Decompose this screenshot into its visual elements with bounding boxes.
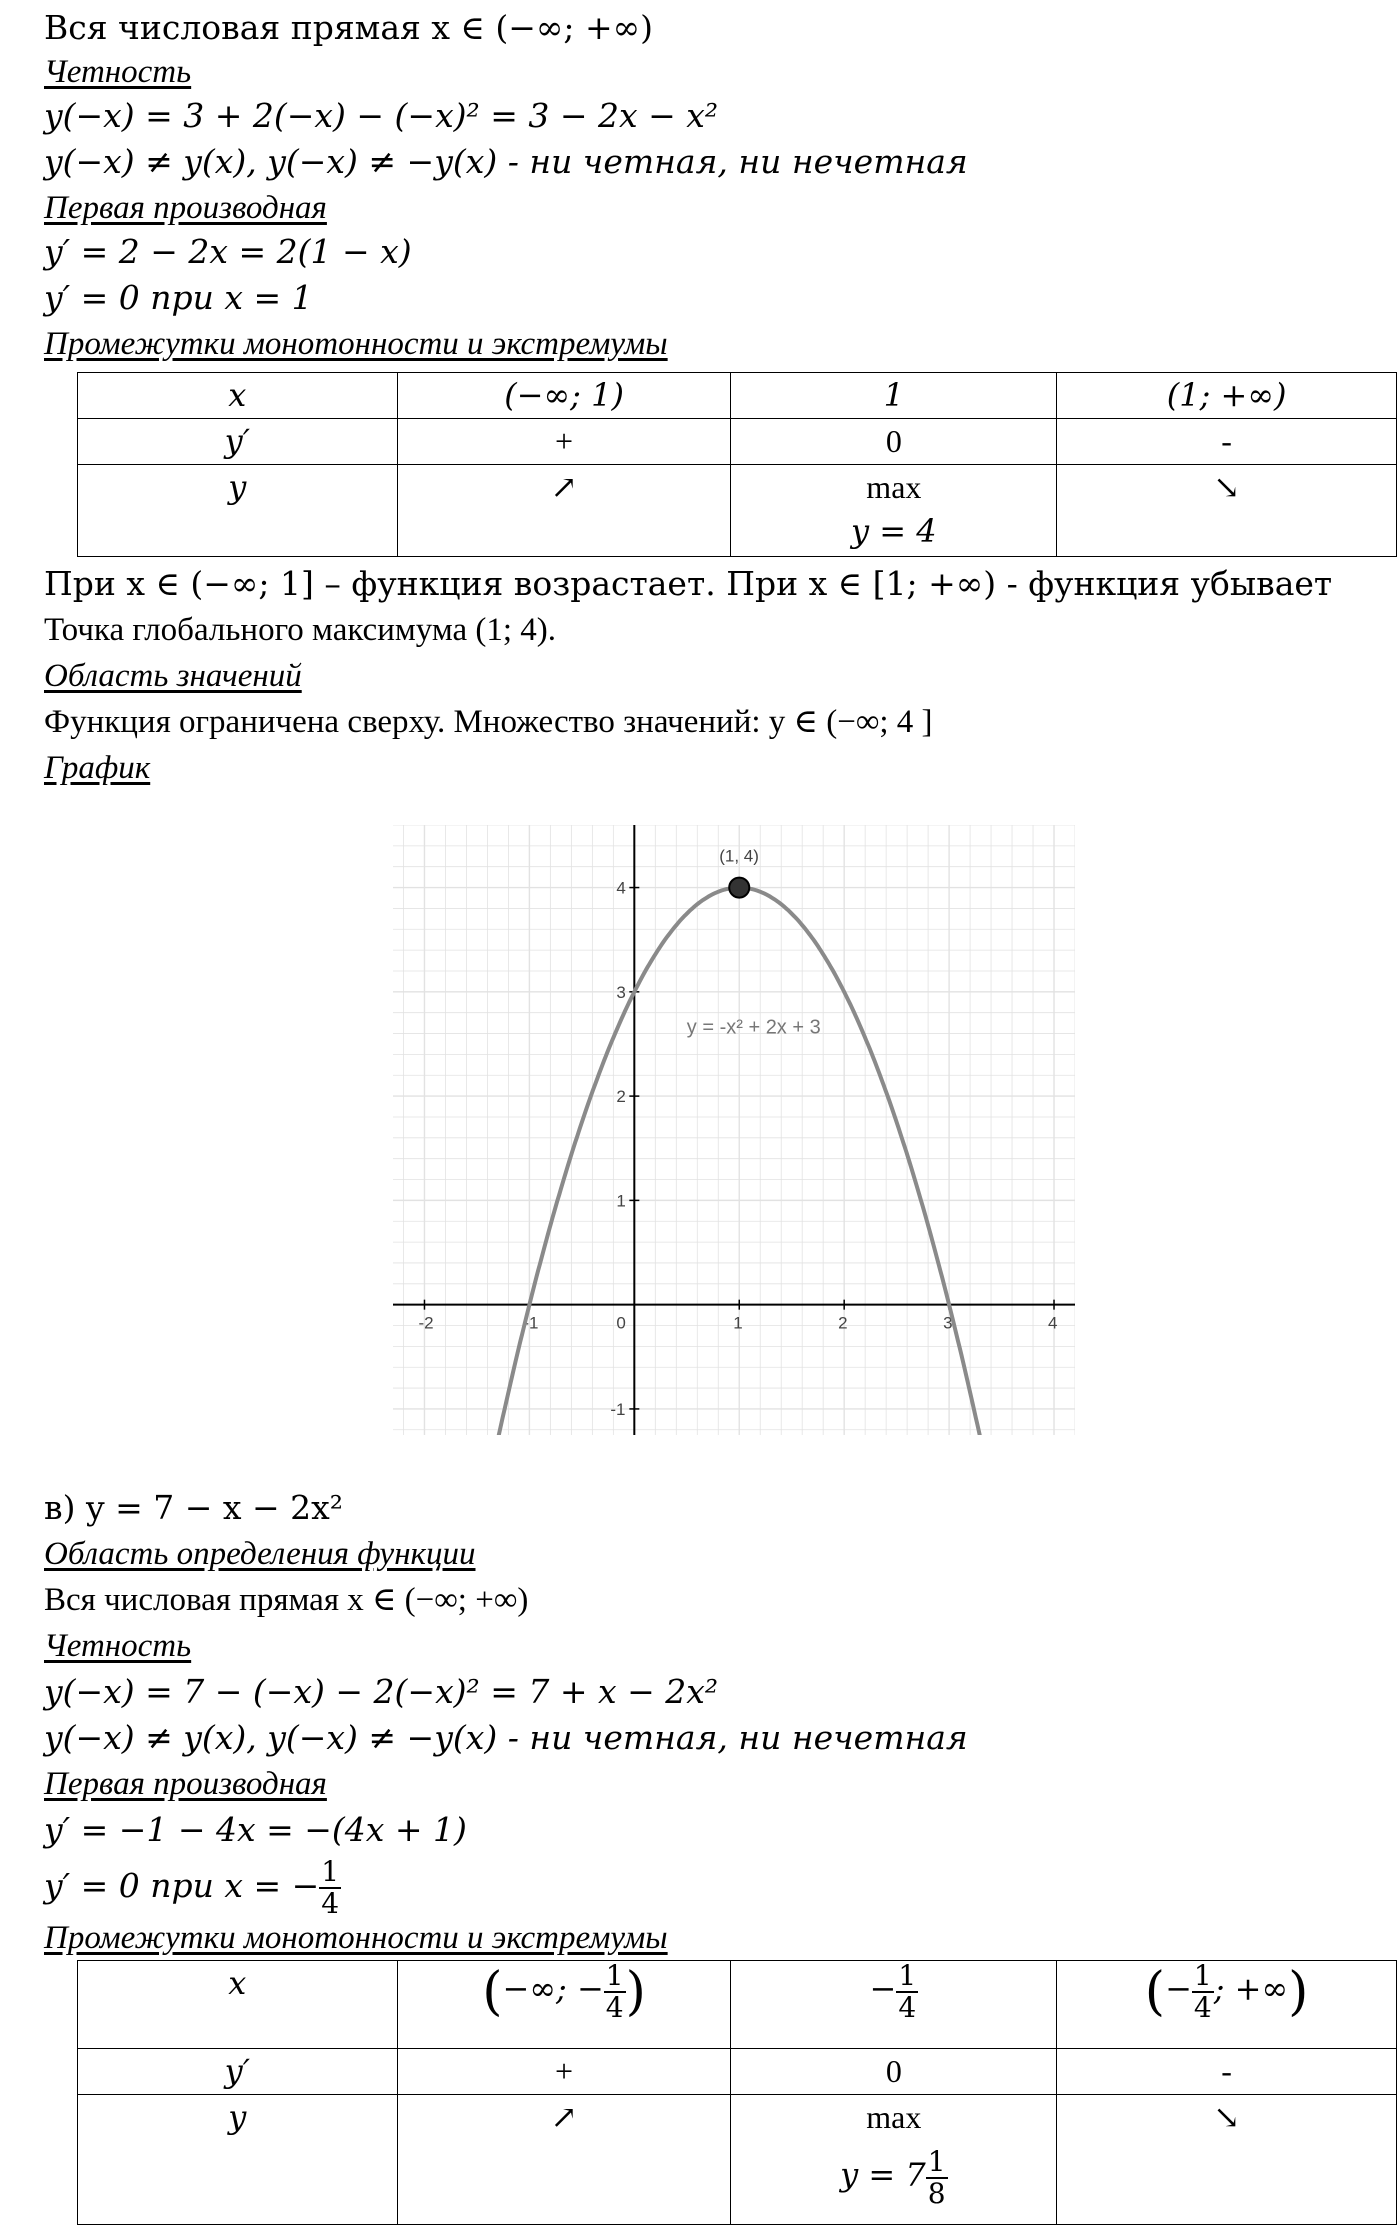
fraction-denominator: 8 — [927, 2177, 946, 2210]
x-tick-label: 0 — [616, 1313, 626, 1333]
fraction-numerator: 1 — [898, 1959, 917, 1992]
interval-2-suffix: ; +∞ — [1213, 1969, 1289, 2008]
y-tick-label: -1 — [610, 1399, 626, 1419]
x-tick-label: -1 — [523, 1313, 539, 1333]
derivative-zero-b: y′ = 0 при x = 1 — [44, 278, 313, 317]
x-tick-label: 4 — [1048, 1313, 1058, 1333]
table-row — [78, 465, 1397, 557]
table-cell: y′ — [78, 419, 398, 465]
extremum-prefix: y = 7 — [840, 2155, 926, 2194]
domain-heading-c: Область определения функции — [44, 1536, 476, 1572]
table-cell: x — [78, 373, 398, 419]
fraction-numerator: 1 — [321, 1855, 340, 1888]
fraction-denominator: 4 — [898, 1991, 917, 2024]
parity-conclusion-b: y(−x) ≠ y(x), y(−x) ≠ −y(x) - ни четная, ни нечетная — [44, 142, 968, 181]
y-tick-label: 3 — [616, 982, 626, 1002]
parity-conclusion-c: y(−x) ≠ y(x), y(−x) ≠ −y(x) - ни четная, ни нечетная — [44, 1718, 968, 1757]
table-cell: (−∞; − $\frac{1}{4}$ ) — [397, 1961, 731, 2049]
fraction — [1192, 1961, 1214, 2023]
max-value: y = 4 — [851, 512, 937, 550]
table-cell: - — [1057, 2049, 1397, 2095]
table-cell: ↘ — [1057, 465, 1397, 557]
parity-heading-c: Четность — [44, 1628, 192, 1664]
graph-heading-b: График — [44, 750, 151, 786]
derivative-equation-c: y′ = −1 − 4x = −(4x + 1) — [44, 1810, 467, 1849]
fraction-numerator: 1 — [1193, 1959, 1212, 1992]
x-tick-label: 2 — [838, 1313, 848, 1333]
table-cell: ↗ — [397, 465, 731, 557]
table-cell: - — [1057, 419, 1397, 465]
function-label: y = -x² + 2x + 3 — [686, 1016, 821, 1039]
fraction-numerator: 1 — [927, 2145, 946, 2178]
table-row — [78, 373, 1397, 419]
table-cell: ↗ — [397, 2095, 731, 2225]
interval-2-prefix: − — [1165, 1969, 1192, 2008]
monotonicity-table-c — [77, 1960, 1397, 2225]
x-tick-label: -2 — [418, 1313, 434, 1333]
parity-equation-b: y(−x) = 3 + 2(−x) − (−x)² = 3 − 2x − x² — [44, 96, 719, 135]
table-cell: 1 — [731, 373, 1057, 419]
max-label: max — [866, 2099, 922, 2135]
table-row — [78, 1961, 1397, 2049]
monotonic-text-b: При x ∈ (−∞; 1] – функция возрастает. При x ∈ [1; +∞) - функция убывает — [44, 564, 1333, 603]
range-text-b: Функция ограничена сверху. Множество значений: y ∈ (−∞; 4 ] — [44, 704, 933, 740]
fraction-denominator: 4 — [321, 1887, 340, 1920]
max-label: max — [866, 469, 922, 505]
vertex-point — [729, 878, 749, 898]
x-tick-label: 1 — [733, 1313, 743, 1333]
table-cell: y′ — [78, 2049, 398, 2095]
monotonicity-heading-b: Промежутки монотонности и экстремумы — [44, 326, 668, 362]
table-cell: (− $\frac{1}{4}$ ; +∞) — [1057, 1961, 1397, 2049]
table-row — [78, 2049, 1397, 2095]
parabola-graph — [393, 825, 1075, 1435]
table-cell: ↘ — [1057, 2095, 1397, 2225]
max-value — [731, 2147, 1056, 2209]
parity-equation-c: y(−x) = 7 − (−x) − 2(−x)² = 7 + x − 2x² — [44, 1672, 719, 1711]
table-row — [78, 2095, 1397, 2225]
table-row — [78, 419, 1397, 465]
table-cell: + — [397, 2049, 731, 2095]
table-cell: + — [397, 419, 731, 465]
parity-heading-b: Четность — [44, 54, 192, 90]
table-cell: x — [78, 1961, 398, 2049]
point-prefix: − — [869, 1969, 897, 2008]
table-cell: y — [78, 2095, 398, 2225]
derivative-heading-c: Первая производная — [44, 1766, 327, 1802]
derivative-zero-prefix: y′ = 0 при x = − — [44, 1866, 320, 1905]
domain-text-c: Вся числовая прямая x ∈ (−∞; +∞) — [44, 1582, 529, 1618]
fraction — [896, 1961, 918, 2023]
table-cell: (−∞; 1) — [397, 373, 731, 419]
y-tick-label: 1 — [616, 1191, 626, 1211]
monotonicity-heading-c: Промежутки монотонности и экстремумы — [44, 1920, 668, 1956]
table-cell: y — [78, 465, 398, 557]
y-tick-label: 2 — [616, 1087, 626, 1107]
section-c-title: в) y = 7 − x − 2x² — [44, 1488, 343, 1527]
fraction-denominator: 4 — [605, 1991, 624, 2024]
table-cell: 0 — [731, 2049, 1057, 2095]
table-cell — [731, 1961, 1057, 2049]
fraction — [319, 1857, 341, 1919]
max-point-text-b: Точка глобального максимума (1; 4). — [44, 612, 557, 648]
fraction — [604, 1961, 626, 2023]
interval-1-prefix: −∞; − — [502, 1969, 604, 2008]
table-cell — [731, 465, 1057, 557]
derivative-zero-c — [44, 1856, 341, 1919]
vertex-label: (1, 4) — [719, 846, 759, 866]
fraction-denominator: 4 — [1193, 1991, 1212, 2024]
x-tick-label: 3 — [943, 1313, 953, 1333]
monotonicity-table-b — [77, 372, 1397, 557]
fraction — [926, 2147, 948, 2209]
derivative-heading-b: Первая производная — [44, 190, 327, 226]
fraction-numerator: 1 — [605, 1959, 624, 1992]
table-cell: 0 — [731, 419, 1057, 465]
y-tick-label: 4 — [616, 878, 626, 898]
derivative-equation-b: y′ = 2 − 2x = 2(1 − x) — [44, 232, 412, 271]
range-heading-b: Область значений — [44, 658, 302, 694]
domain-text-b: Вся числовая прямая x ∈ (−∞; +∞) — [44, 8, 653, 47]
table-cell — [731, 2095, 1057, 2225]
table-cell: (1; +∞) — [1057, 373, 1397, 419]
